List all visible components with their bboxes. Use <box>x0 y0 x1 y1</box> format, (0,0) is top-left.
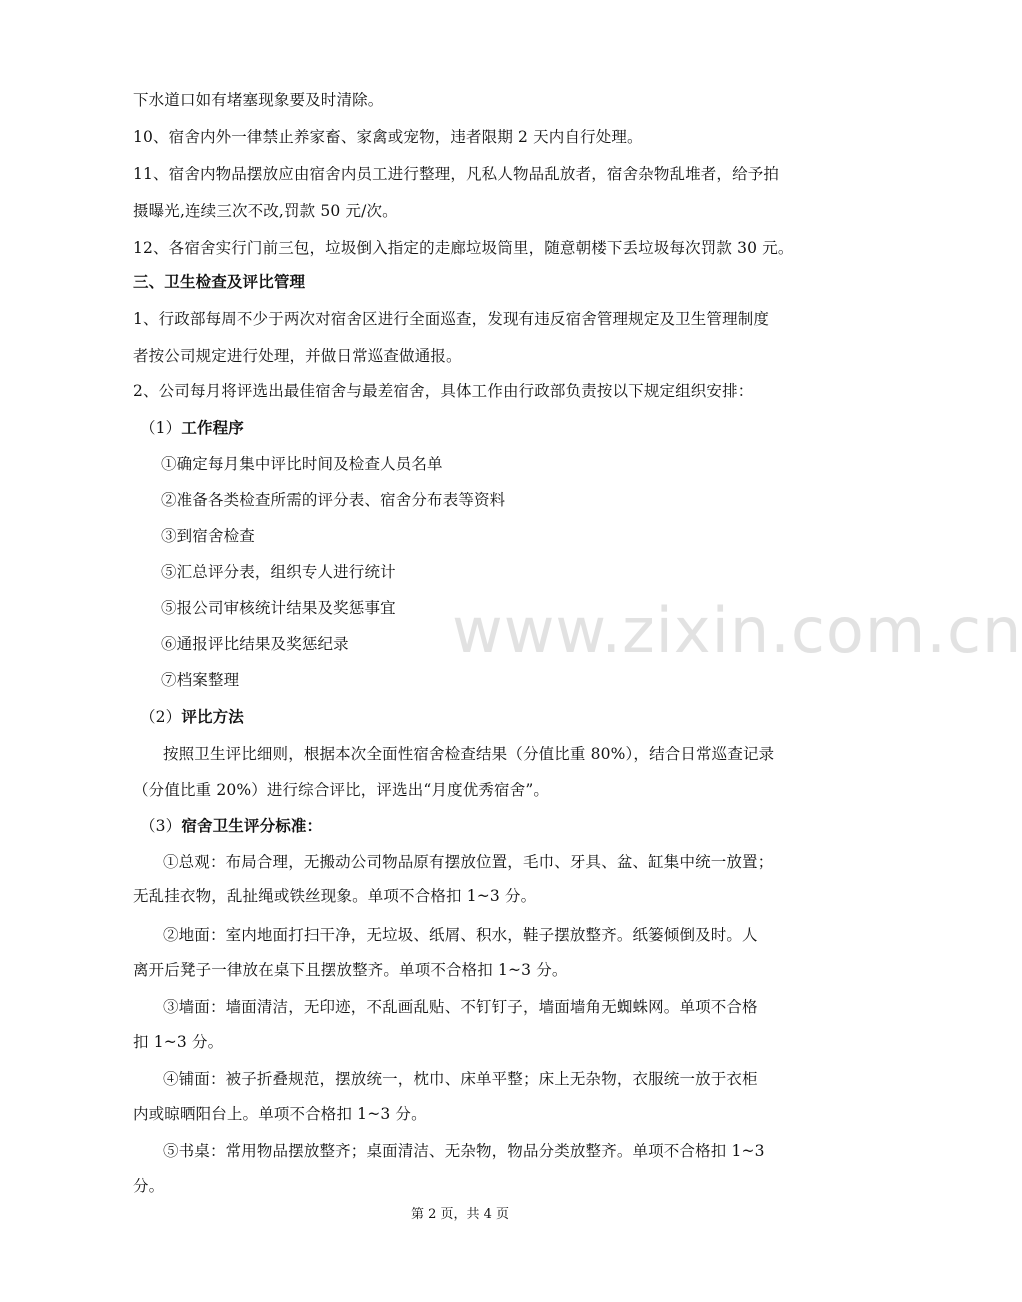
rule-10: 10、宿舍内外一律禁止养家畜、家禽或宠物，违者限期 2 天内自行处理。 <box>133 128 643 146</box>
procedure-step: ⑤汇总评分表，组织专人进行统计 <box>161 563 396 581</box>
subheading-evaluation-method <box>140 707 244 727</box>
paragraph-line: 内或晾晒阳台上。单项不合格扣 1~3 分。 <box>133 1105 427 1123</box>
watermark: www.zixin.com.cn <box>452 594 1022 667</box>
criterion-overview: ①总观：布局合理，无搬动公司物品原有摆放位置，毛巾、牙具、盆、缸集中统一放置； <box>163 853 774 871</box>
paragraph-line: （分值比重 20%）进行综合评比，评选出“月度优秀宿舍”。 <box>133 781 550 799</box>
subheading-title: 宿舍卫生评分标准： <box>181 816 323 835</box>
paragraph-line: 下水道口如有堵塞现象要及时清除。 <box>133 91 384 109</box>
subheading-work-procedure <box>140 418 244 438</box>
procedure-step: ⑦档案整理 <box>161 671 240 689</box>
paragraph-line: 摄曝光,连续三次不改,罚款 50 元/次。 <box>133 202 398 220</box>
section-heading: 三、卫生检查及评比管理 <box>133 272 306 291</box>
procedure-step: ⑤报公司审核统计结果及奖惩事宜 <box>161 599 396 617</box>
criterion-wall: ③墙面：墙面清洁，无印迹，不乱画乱贴、不钉钉子，墙面墙角无蜘蛛网。单项不合格 <box>163 998 758 1016</box>
subheading-number: （1） <box>140 419 182 437</box>
procedure-step: ②准备各类检查所需的评分表、宿舍分布表等资料 <box>161 491 506 509</box>
procedure-step: ①确定每月集中评比时间及检查人员名单 <box>161 455 443 473</box>
criterion-floor: ②地面：室内地面打扫干净，无垃圾、纸屑、积水，鞋子摆放整齐。纸篓倾倒及时。人 <box>163 926 758 944</box>
subheading-number: （3） <box>140 817 182 835</box>
page-footer: 第 2 页，共 4 页 <box>410 1207 510 1222</box>
subheading-title: 评比方法 <box>181 707 244 726</box>
paragraph-line: 分。 <box>133 1177 165 1195</box>
paragraph-line: 者按公司规定进行处理，并做日常巡查做通报。 <box>133 347 462 365</box>
subheading-scoring-standard <box>140 816 322 836</box>
rule-11: 11、宿舍内物品摆放应由宿舍内员工进行整理，凡私人物品乱放者，宿舍杂物乱堆者，给予拍 <box>133 165 780 183</box>
subheading-number: （2） <box>140 708 182 726</box>
paragraph-line: 无乱挂衣物，乱扯绳或铁丝现象。单项不合格扣 1~3 分。 <box>133 887 537 905</box>
paragraph-line: 离开后凳子一律放在桌下且摆放整齐。单项不合格扣 1~3 分。 <box>133 961 568 979</box>
paragraph-line: 扣 1~3 分。 <box>133 1033 224 1051</box>
item-1: 1、行政部每周不少于两次对宿舍区进行全面巡查，发现有违反宿舍管理规定及卫生管理制度 <box>133 310 770 328</box>
procedure-step: ③到宿舍检查 <box>161 527 255 545</box>
procedure-step: ⑥通报评比结果及奖惩纪录 <box>161 635 349 653</box>
paragraph-line: 按照卫生评比细则，根据本次全面性宿舍检查结果（分值比重 80%），结合日常巡查记录 <box>163 745 775 763</box>
rule-12: 12、各宿舍实行门前三包，垃圾倒入指定的走廊垃圾筒里，随意朝楼下丢垃圾每次罚款 30 元。 <box>133 239 794 257</box>
item-2: 2、公司每月将评选出最佳宿舍与最差宿舍，具体工作由行政部负责按以下规定组织安排： <box>133 382 754 400</box>
criterion-bed: ④铺面：被子折叠规范，摆放统一，枕巾、床单平整；床上无杂物，衣服统一放于衣柜 <box>163 1070 758 1088</box>
criterion-desk: ⑤书桌：常用物品摆放整齐；桌面清洁、无杂物，物品分类放整齐。单项不合格扣 1~3 <box>163 1142 765 1160</box>
subheading-title: 工作程序 <box>181 418 244 437</box>
